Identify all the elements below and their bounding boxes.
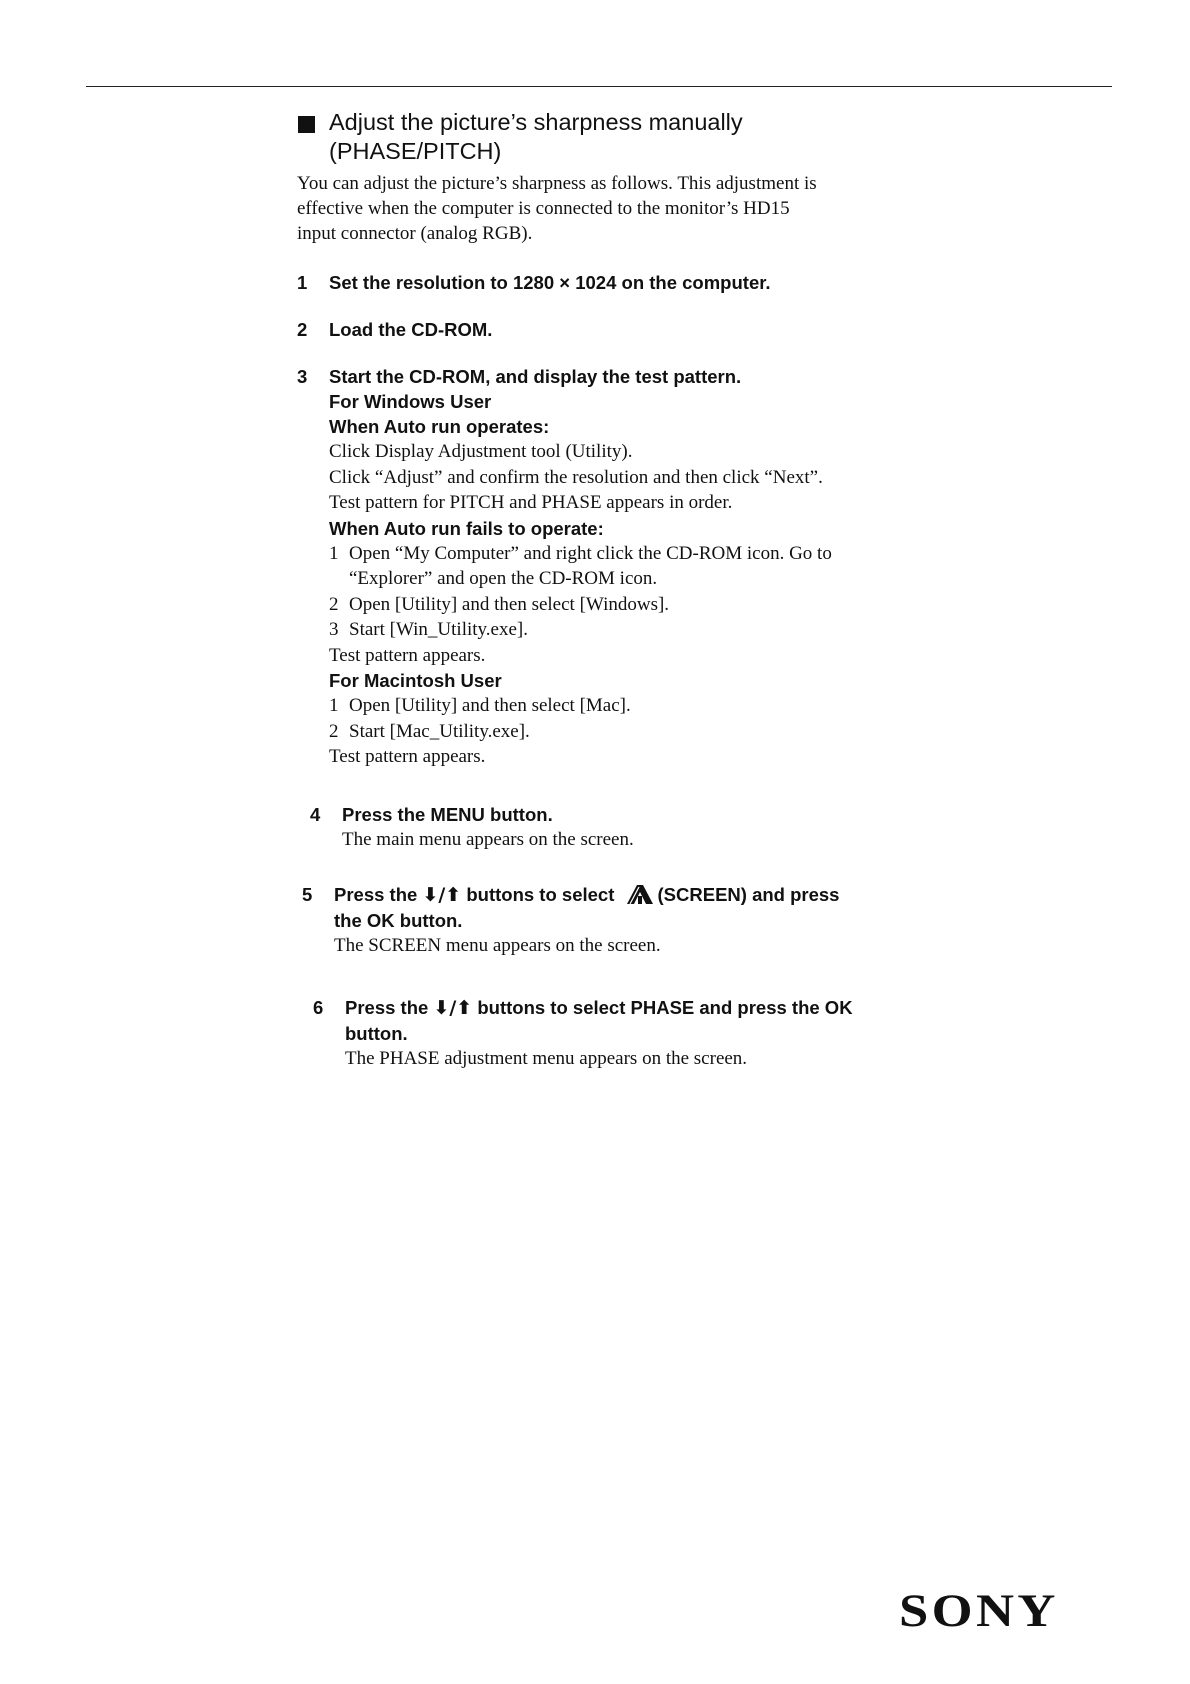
list-item-number: 1 [329, 542, 339, 564]
step-number: 4 [310, 803, 321, 825]
list-item-text: Open [Utility] and then select [Windows]. [349, 593, 670, 615]
list-item-text: Start [Mac_Utility.exe]. [349, 720, 530, 742]
list-item [329, 541, 857, 592]
macintosh-user-heading: For Macintosh User [329, 670, 502, 691]
manual-content [297, 108, 857, 1071]
list-item-text: Start [Win_Utility.exe]. [349, 619, 528, 640]
step-6 [313, 995, 857, 1072]
step-number: 5 [302, 884, 313, 905]
step-heading-part: (SCREEN) and press the OK button. [334, 884, 840, 931]
step-heading: Press the MENU button. [342, 803, 553, 825]
list-item [329, 592, 857, 618]
auto-run-fails-heading: When Auto run fails to operate: [329, 517, 604, 539]
list-item [329, 693, 857, 719]
sony-logo: SONY [899, 1585, 1059, 1637]
result-line: Test pattern appears. [329, 746, 486, 767]
step-5 [302, 882, 857, 959]
down-up-arrow-icon: ⬇/⬆ [422, 884, 462, 906]
list-item [329, 719, 857, 745]
step-number: 1 [297, 272, 308, 293]
list-item-number: 3 [329, 619, 339, 640]
step-4 [310, 802, 857, 853]
step-description: The SCREEN menu appears on the screen. [334, 935, 661, 956]
section-heading [297, 108, 857, 166]
windows-user-heading: For Windows User [329, 391, 492, 412]
section-title-line2: (PHASE/PITCH) [329, 138, 502, 164]
screen-menu-icon [625, 883, 655, 905]
step-number: 2 [297, 319, 308, 340]
list-item [329, 617, 857, 643]
step-heading [345, 995, 857, 1046]
section-title-line1: Adjust the picture’s sharpness manually [329, 109, 743, 135]
list-item-number: 1 [329, 695, 339, 716]
step-heading-part: Press the [334, 884, 423, 905]
down-up-arrow-icon: ⬇/⬆ [433, 996, 473, 1019]
step-heading [334, 882, 857, 933]
step-heading-part: Press the [345, 996, 434, 1018]
black-square-icon [298, 116, 315, 133]
section-title [329, 108, 857, 166]
step-heading: Set the resolution to 1280 × 1024 on the computer. [329, 272, 771, 293]
step-3 [297, 364, 857, 770]
list-item-number: 2 [329, 593, 339, 615]
step-heading: Start the CD-ROM, and display the test pattern. [329, 366, 742, 387]
intro-paragraph: You can adjust the picture’s sharpness as follows. This adjustment is effective when the computer is connected to the monitor’s HD15 input connector (analog RGB). [297, 173, 817, 244]
auto-run-line: Test pattern for PITCH and PHASE appears in order. [329, 492, 733, 513]
step-1 [297, 270, 857, 295]
step-number: 6 [313, 996, 324, 1018]
step-heading-part: buttons to select [461, 884, 620, 905]
result-line: Test pattern appears. [329, 644, 486, 666]
step-description: The main menu appears on the screen. [342, 828, 634, 850]
auto-run-heading: When Auto run operates: [329, 416, 550, 437]
auto-run-line: Click Display Adjustment tool (Utility). [329, 441, 633, 462]
list-item-number: 2 [329, 720, 339, 742]
step-heading-part: buttons to select PHASE and press the OK button. [345, 996, 853, 1044]
list-item-text: Open [Utility] and then select [Mac]. [349, 695, 631, 716]
step-heading: Load the CD-ROM. [329, 319, 493, 340]
list-item-text: Open “My Computer” and right click the CD-ROM icon. Go to “Explorer” and open the CD-ROM icon. [349, 542, 832, 589]
auto-run-line: Click “Adjust” and confirm the resolution and then click “Next”. [329, 466, 823, 488]
step-description: The PHASE adjustment menu appears on the screen. [345, 1047, 748, 1069]
step-2 [297, 317, 857, 342]
step-number: 3 [297, 366, 308, 387]
top-rule [86, 86, 1112, 87]
